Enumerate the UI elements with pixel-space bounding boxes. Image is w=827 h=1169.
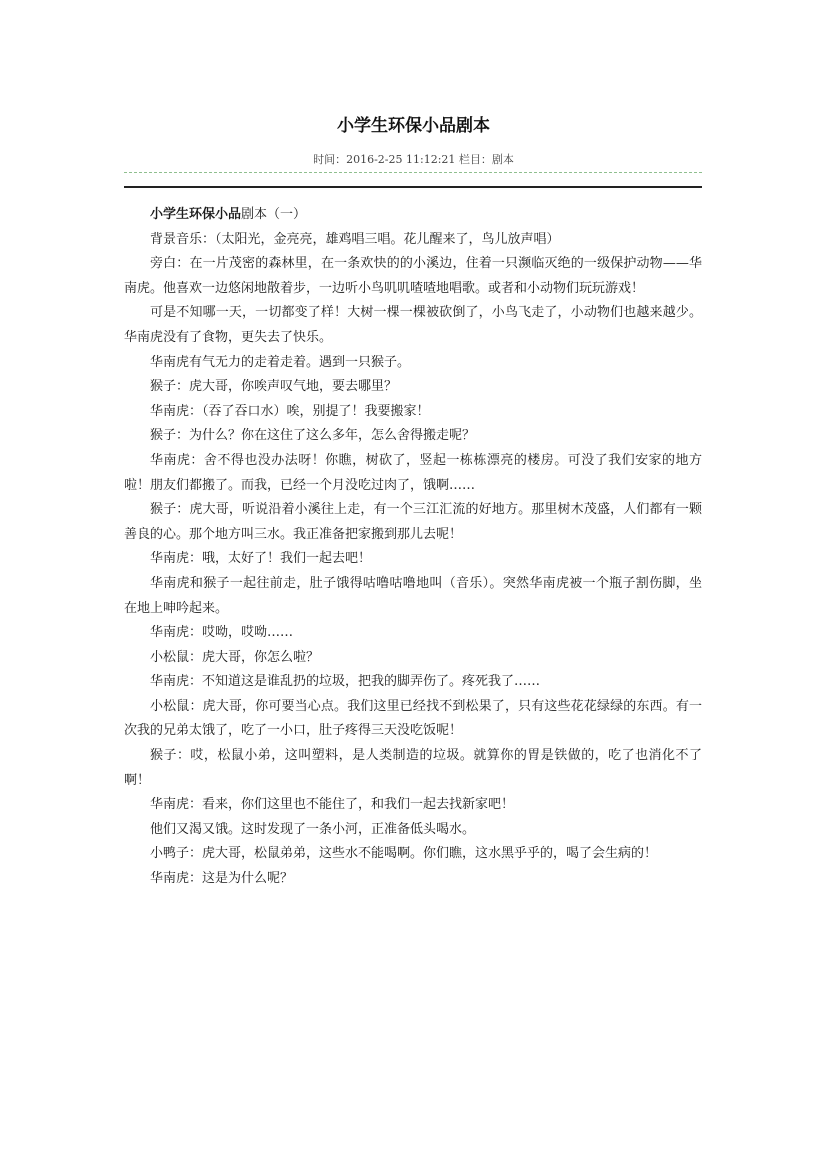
paragraph: 华南虎和猴子一起往前走，肚子饿得咕噜咕噜地叫（音乐）。突然华南虎被一个瓶子割伤脚，坐在地上呻吟起来。 (124, 575, 702, 616)
lead-rest: 剧本（一） (241, 207, 307, 222)
paragraph: 背景音乐：（太阳光，金亮亮，雄鸡唱三唱。花儿醒来了，鸟儿放声唱） (150, 231, 560, 247)
paragraph: 华南虎有气无力的走着走着。遇到一只猴子。 (150, 354, 411, 370)
paragraph: 华南虎：哦，太好了！我们一起去吧！ (150, 551, 372, 567)
paragraph: 华南虎：这是为什么呢？ (150, 871, 294, 887)
paragraph: 猴子：哎，松鼠小弟，这叫塑料，是人类制造的垃圾。就算你的胃是铁做的，吃了也消化不了啊！ (124, 748, 702, 788)
dashed-divider (124, 172, 702, 173)
paragraph: 猴子：虎大哥，你唉声叹气地，要去哪里？ (150, 379, 398, 395)
article-body (124, 203, 702, 892)
paragraph: 可是不知哪一天，一切都变了样！大树一棵一棵被砍倒了，小鸟飞走了，小动物们也越来越少。华南虎没有了食物，更失去了快乐。 (124, 305, 702, 345)
paragraph: 猴子：虎大哥，听说沿着小溪往上走，有一个三江汇流的好地方。那里树木茂盛，人们都有一颗善良的心。那个地方叫三水。我正准备把家搬到那儿去呢！ (124, 502, 702, 542)
bold-lead: 小学生环保小品 (150, 207, 242, 222)
solid-divider (124, 186, 702, 188)
paragraph (124, 203, 702, 228)
paragraph: 小松鼠：虎大哥，你怎么啦？ (150, 649, 320, 665)
paragraph: 小鸭子：虎大哥，松鼠弟弟，这些水不能喝啊。你们瞧，这水黑乎乎的，喝了会生病的！ (150, 846, 658, 862)
paragraph: 华南虎：舍不得也没办法呀！你瞧，树砍了，竖起一栋栋漂亮的楼房。可没了我们安家的地方啦！朋友们都搬了。而我，已经一个月没吃过肉了，饿啊…… (124, 452, 702, 493)
paragraph: 旁白：在一片茂密的森林里，在一条欢快的的小溪边，住着一只濒临灭绝的一级保护动物——华南虎。他喜欢一边悠闲地散着步，一边听小鸟叽叽喳喳地唱歌。或者和小动物们玩玩游戏！ (124, 256, 702, 296)
paragraph: 华南虎：不知道这是谁乱扔的垃圾，把我的脚弄伤了。疼死我了…… (150, 674, 541, 690)
paragraph: 小松鼠：虎大哥，你可要当心点。我们这里已经找不到松果了，只有这些花花绿绿的东西。有一次我的兄弟太饿了，吃了一小口，肚子疼得三天没吃饭呢！ (124, 698, 702, 739)
paragraph: 他们又渴又饿。这时发现了一条小河，正准备低头喝水。 (150, 821, 476, 837)
paragraph: 华南虎：（吞了吞口水）唉，别提了！我要搬家！ (150, 403, 430, 419)
paragraph: 华南虎：看来，你们这里也不能住了，和我们一起去找新家吧！ (150, 797, 515, 813)
article-title: 小学生环保小品剧本 (337, 116, 490, 136)
paragraph: 华南虎：哎呦，哎呦…… (150, 625, 294, 641)
paragraph: 猴子：为什么？你在这住了这么多年，怎么舍得搬走呢？ (150, 428, 476, 444)
article-meta: 时间：2016-2-25 11:12:21 栏目：剧本 (313, 153, 514, 166)
